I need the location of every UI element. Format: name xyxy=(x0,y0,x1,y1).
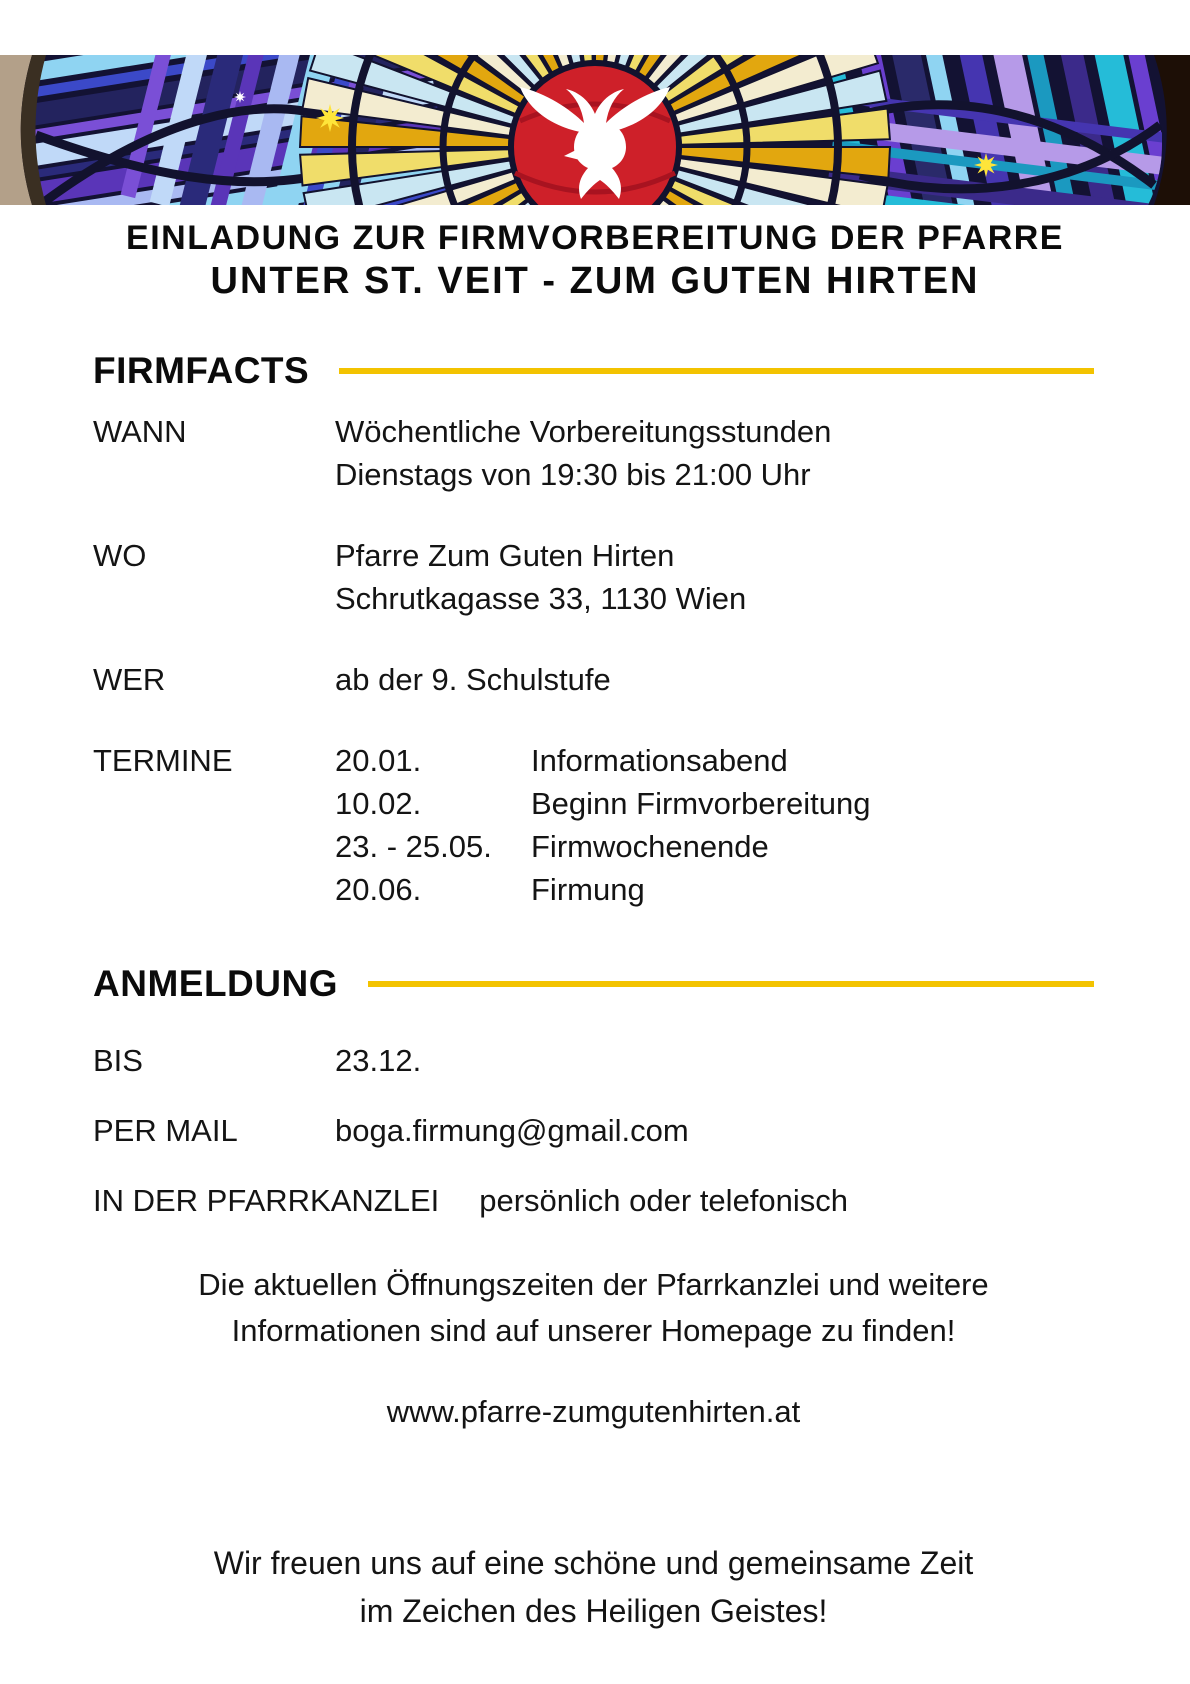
schedule-date: 20.06. xyxy=(335,872,422,907)
anmeldung-rule-line xyxy=(368,981,1094,987)
schedule-item xyxy=(335,782,1094,825)
firmfacts-rule-line xyxy=(339,368,1094,374)
row-bis xyxy=(93,1039,1094,1082)
wo-value xyxy=(335,534,1094,620)
bis-value: 23.12. xyxy=(335,1043,422,1078)
wer-value: ab der 9. Schulstufe xyxy=(335,662,611,697)
website-url: www.pfarre-zumgutenhirten.at xyxy=(386,1394,801,1429)
row-pfarrkanzlei xyxy=(93,1179,1094,1222)
info-paragraph xyxy=(93,1262,1094,1354)
per-mail-label: PER MAIL xyxy=(93,1113,238,1148)
row-wann xyxy=(93,410,1094,496)
row-per-mail xyxy=(93,1109,1094,1152)
closing-line-2: im Zeichen des Heiligen Geistes! xyxy=(359,1593,828,1629)
schedule-date: 23. - 25.05. xyxy=(335,829,492,864)
schedule-item xyxy=(335,825,1094,868)
schedule-item xyxy=(335,868,1094,911)
row-wo xyxy=(93,534,1094,620)
email-address: boga.firmung@gmail.com xyxy=(335,1113,689,1148)
schedule-event: Firmwochenende xyxy=(531,829,769,864)
schedule-event: Beginn Firmvorbereitung xyxy=(531,786,871,821)
closing-line-1: Wir freuen uns auf eine schöne und gemeinsame Zeit xyxy=(213,1545,974,1581)
wo-value-line-2: Schrutkagasse 33, 1130 Wien xyxy=(335,581,747,616)
anmeldung-heading: ANMELDUNG xyxy=(93,963,338,1004)
stained-glass-window-image xyxy=(0,55,1190,205)
wer-label: WER xyxy=(93,662,166,697)
title-line-2: UNTER ST. VEIT - ZUM GUTEN HIRTEN xyxy=(210,260,980,302)
section-header-anmeldung xyxy=(93,963,1094,1005)
closing-message xyxy=(93,1539,1094,1635)
schedule-event: Firmung xyxy=(531,872,645,907)
stained-glass-banner xyxy=(0,55,1190,205)
flyer-title xyxy=(0,218,1190,304)
top-margin xyxy=(0,0,1190,55)
info-line-2: Informationen sind auf unserer Homepage zu finden! xyxy=(231,1313,956,1348)
schedule-item xyxy=(335,739,1094,782)
row-termine xyxy=(93,739,1094,911)
pfarrkanzlei-value: persönlich oder telefonisch xyxy=(479,1183,849,1218)
wann-value xyxy=(335,410,1094,496)
wann-label: WANN xyxy=(93,414,187,449)
flyer-body xyxy=(0,350,1190,1635)
wo-value-line-1: Pfarre Zum Guten Hirten xyxy=(335,538,675,573)
schedule-date: 10.02. xyxy=(335,786,422,821)
wann-value-line-1: Wöchentliche Vorbereitungsstunden xyxy=(335,414,832,449)
termine-schedule xyxy=(335,739,1094,911)
schedule-event: Informationsabend xyxy=(531,743,788,778)
wann-value-line-2: Dienstags von 19:30 bis 21:00 Uhr xyxy=(335,457,811,492)
termine-label: TERMINE xyxy=(93,743,233,778)
row-wer xyxy=(93,658,1094,701)
info-line-1: Die aktuellen Öffnungszeiten der Pfarrkanzlei und weitere xyxy=(198,1267,989,1302)
wo-label: WO xyxy=(93,538,147,573)
section-header-firmfacts xyxy=(93,350,1094,392)
pfarrkanzlei-label: IN DER PFARRKANZLEI xyxy=(93,1183,440,1218)
bis-label: BIS xyxy=(93,1043,143,1078)
firmfacts-heading: FIRMFACTS xyxy=(93,350,310,391)
schedule-date: 20.01. xyxy=(335,743,422,778)
title-line-1: EINLADUNG ZUR FIRMVORBEREITUNG DER PFARRE xyxy=(126,219,1064,257)
